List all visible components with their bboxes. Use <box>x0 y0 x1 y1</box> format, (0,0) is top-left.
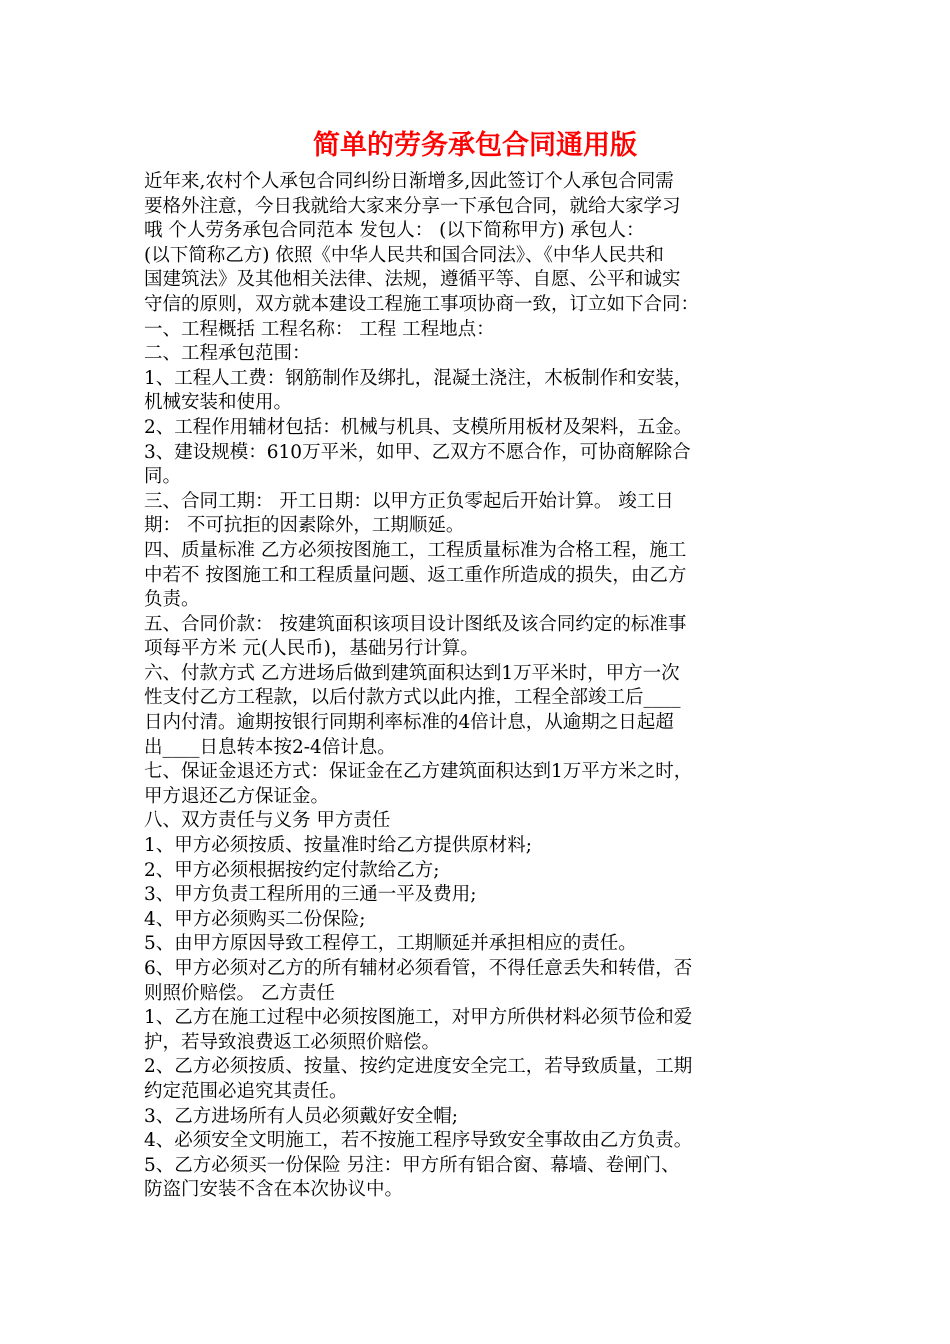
paragraph-line: 六、付款方式 乙方进场后做到建筑面积达到1万平米时，甲方一次 <box>144 662 680 684</box>
paragraph-line: 中若不 按图施工和工程质量问题、返工重作所造成的损失，由乙方 <box>144 564 687 586</box>
paragraph-line: 防盗门安装不含在本次协议中。 <box>144 1179 404 1201</box>
paragraph-line: 期： 不可抗拒的因素除外，工期顺延。 <box>144 515 465 537</box>
paragraph-line: 国建筑法》及其他相关法律、法规，遵循平等、自愿、公平和诚实 <box>144 269 681 291</box>
paragraph-line: (以下简称乙方) 依照《中华人民共和国合同法》、《中华人民共和 <box>144 244 664 266</box>
paragraph-line: 近年来,农村个人承包合同纠纷日渐增多,因此签订个人承包合同需 <box>144 171 674 192</box>
paragraph-line: 性支付乙方工程款，以后付款方式以此内推，工程全部竣工后____ <box>144 687 681 709</box>
document-body <box>144 170 814 1203</box>
paragraph-line: 同。 <box>144 466 182 488</box>
paragraph-line: 八、双方责任与义务 甲方责任 <box>144 810 391 832</box>
paragraph-line: 6、甲方必须对乙方的所有辅材必须看管，不得任意丢失和转借，否 <box>144 958 693 979</box>
paragraph-line: 2、乙方必须按质、按量、按约定进度安全完工，若导致质量，工期 <box>144 1056 693 1078</box>
paragraph-line: 七、保证金退还方式：保证金在乙方建筑面积达到1万平方米之时， <box>144 761 693 783</box>
paragraph-line: 二、工程承包范围： <box>144 343 311 365</box>
paragraph-line: 1、乙方在施工过程中必须按图施工，对甲方所供材料必须节俭和爱 <box>144 1007 693 1029</box>
paragraph-line: 2、工程作用辅材包括：机械与机具、支模所用板材及架料，五金。 <box>144 416 693 438</box>
paragraph-line: 负责。 <box>144 589 200 611</box>
paragraph-line: 5、乙方必须买一份保险 另注：甲方所有铝合窗、幕墙、卷闸门、 <box>144 1154 680 1176</box>
paragraph-line: 3、甲方负责工程所用的三通一平及费用; <box>144 884 477 906</box>
paragraph-line: 项每平方米 元(人民币)，基础另行计算。 <box>144 638 479 660</box>
paragraph-line: 约定范围必追究其责任。 <box>144 1080 348 1102</box>
paragraph-line: 五、合同价款： 按建筑面积该项目设计图纸及该合同约定的标准事 <box>144 613 687 635</box>
paragraph-line: 5、由甲方原因导致工程停工，工期顺延并承担相应的责任。 <box>144 933 637 955</box>
paragraph-line: 4、必须安全文明施工，若不按施工程序导致安全事故由乙方负责。 <box>144 1130 693 1152</box>
paragraph-line: 甲方退还乙方保证金。 <box>144 785 330 807</box>
paragraph-line: 守信的原则，双方就本建设工程施工事项协商一致，订立如下合同： <box>144 293 700 315</box>
paragraph-line: 则照价赔偿。 乙方责任 <box>144 982 335 1004</box>
paragraph-line: 3、建设规模：610万平米，如甲、乙双方不愿合作，可协商解除合 <box>144 441 691 463</box>
paragraph-line: 哦 个人劳务承包合同范本 发包人： (以下简称甲方) 承包人： <box>144 220 645 242</box>
paragraph-line: 2、甲方必须根据按约定付款给乙方; <box>144 859 440 881</box>
paragraph-line: 一、工程概括 工程名称： 工程 工程地点： <box>144 318 495 340</box>
paragraph-line: 四、质量标准 乙方必须按图施工，工程质量标准为合格工程，施工 <box>144 539 687 561</box>
paragraph-line: 4、甲方必须购买二份保险; <box>144 908 366 930</box>
paragraph-line: 三、合同工期： 开工日期：以甲方正负零起后开始计算。 竣工日 <box>144 490 674 512</box>
paragraph-line: 出____日息转本按2-4倍计息。 <box>144 736 396 758</box>
paragraph-line: 护，若导致浪费返工必须照价赔偿。 <box>144 1031 441 1053</box>
paragraph-line: 3、乙方进场所有人员必须戴好安全帽; <box>144 1105 459 1127</box>
document-title: 简单的劳务承包合同通用版 <box>313 130 637 161</box>
paragraph-line: 1、工程人工费：钢筋制作及绑扎，混凝土浇注，木板制作和安装， <box>144 367 693 389</box>
paragraph-line: 1、甲方必须按质、按量准时给乙方提供原材料; <box>144 835 533 857</box>
paragraph-line: 机械安装和使用。 <box>144 392 293 414</box>
paragraph-line: 日内付清。逾期按银行同期利率标准的4倍计息，从逾期之日起超 <box>144 712 674 734</box>
paragraph-line: 要格外注意，今日我就给大家来分享一下承包合同，就给大家学习 <box>144 195 681 217</box>
